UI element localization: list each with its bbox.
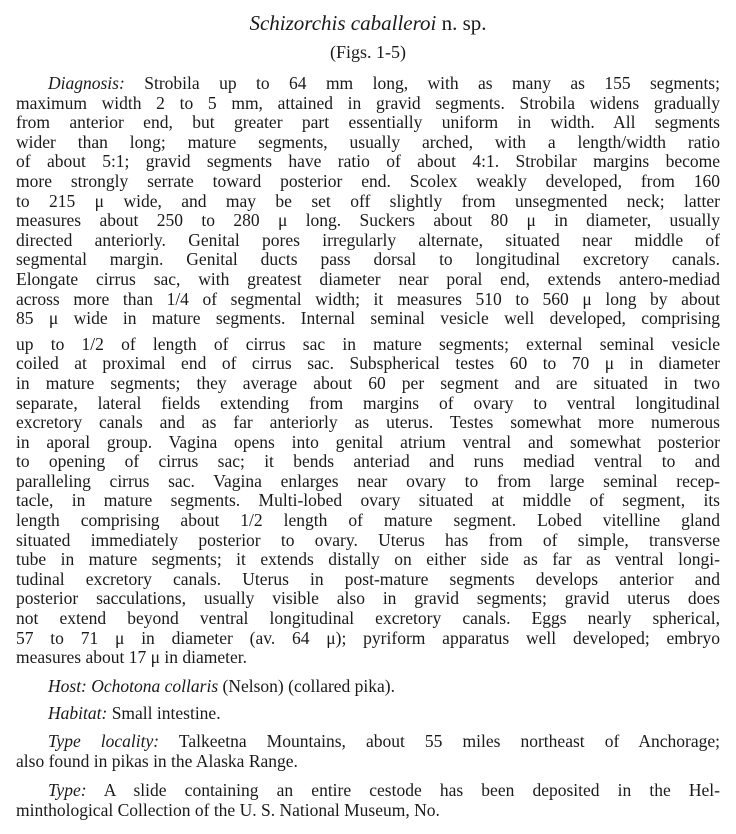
text-line [16,250,720,270]
paragraph-type-locality [16,732,720,771]
paragraph-host [16,677,720,697]
paragraph-label: Type: [48,780,87,800]
line-text: across more than 1/4 of segmental width; it measures 510 to 560 μ long by about [16,288,720,309]
line-text: situated immediately posterior to ovary. Uterus has from of simple, transverse [16,529,720,550]
paragraph-diagnosis [16,74,720,668]
text-line [16,732,720,752]
paragraph-label: Diagnosis: [48,73,125,93]
text-line [16,550,720,570]
line-text: tudinal excretory canals. Uterus in post-mature segments develops anterior and [16,568,720,589]
line-text: up to 1/2 of length of cirrus sac in mature segments; external seminal vesicle [16,333,720,354]
line-text: minthological Collection of the U. S. National Museum, No. [16,799,440,820]
line-text: excretory canals and as far anteriorly as uterus. Testes somewhat more numerous [16,412,720,433]
text-line [16,704,720,724]
line-text: segmental margin. Genital ducts pass dorsal to longitudinal excretory canals. [16,249,720,270]
paragraph-label: Habitat: [48,703,108,723]
line-text: wider than long; mature segments, usually arched, with a length/width ratio [16,131,720,152]
text-line [16,570,720,590]
text-line [16,133,720,153]
line-text: directed anteriorly. Genital pores irregularly alternate, situated near middle of [16,229,720,250]
text-line [16,394,720,414]
line-text: length comprising about 1/2 length of mature segment. Lobed vitelline gland [16,510,720,531]
paragraph-type [16,781,720,820]
text-line [16,589,720,609]
text-line [16,677,720,697]
line-text: of about 5:1; gravid segments have ratio of about 4:1. Strobilar margins become [16,151,720,172]
text-line [16,491,720,511]
text-line [16,413,720,433]
line-text: 57 to 71 μ in diameter (av. 64 μ); pyriform apparatus well developed; embryo [16,627,720,648]
line-text: Elongate cirrus sac, with greatest diameter near poral end, extends antero-mediad [16,268,720,289]
new-species-suffix: n. sp. [436,11,487,35]
text-line [16,335,720,355]
line-text: posterior sacculations, usually visible also in gravid segments; gravid uterus does [16,588,720,609]
text-line [16,172,720,192]
text-line [16,531,720,551]
text-line [16,94,720,114]
text-line [16,74,720,94]
species-name: Schizorchis caballeroi [249,11,437,35]
text-line [16,231,720,251]
text-line [16,609,720,629]
text-line [16,152,720,172]
figure-reference: (Figs. 1-5) [330,42,406,62]
line-text: measures about 17 μ in diameter. [16,647,247,668]
text-line [16,290,720,310]
paragraph-label: Type locality: [48,731,160,751]
text-line [16,211,720,231]
line-text: also found in pikas in the Alaska Range. [16,750,298,771]
text-line [16,752,720,772]
text-line [16,270,720,290]
text-line [16,374,720,394]
line-text: in mature segments; they average about 60 per segment and are situated in two [16,372,720,393]
line-text: maximum width 2 to 5 mm, attained in gravid segments. Strobila widens gradually [16,92,720,113]
text-line [16,354,720,374]
text-line [16,472,720,492]
line-text: in aporal group. Vagina opens into genital atrium ventral and somewhat posterior [16,431,720,452]
text-line [16,452,720,472]
paragraph-label: Host: [48,676,87,696]
line-text: tacle, in mature segments. Multi-lobed ovary situated at middle of segment, its [16,490,720,511]
line-text: measures about 250 to 280 μ long. Suckers about 80 μ in diameter, usually [16,210,720,231]
line-text: A slide containing an entire cestode has been deposited in the Hel- [86,780,720,800]
species-title [0,10,736,36]
line-text: Strobila up to 64 mm long, with as many as 155 segments; [124,73,720,93]
host-species-name: Ochotona collaris [86,676,219,696]
line-text: (Nelson) (collared pika). [218,676,396,696]
line-text: coiled at proximal end of cirrus sac. Subspherical testes 60 to 70 μ in diameter [16,353,720,374]
line-text: to opening of cirrus sac; it bends anteriad and runs mediad ventral to and [16,451,720,472]
text-line [16,433,720,453]
text-line [16,801,720,821]
text-line [16,309,720,329]
line-text: Talkeetna Mountains, about 55 miles northeast of Anchorage; [159,731,721,751]
line-text: tube in mature segments; it extends distally on either side as far as ventral longi- [16,549,720,570]
line-text: Small intestine. [107,703,221,723]
text-line [16,511,720,531]
line-text: to 215 μ wide, and may be set off slightly from unsegmented neck; latter [16,190,720,211]
line-text: separate, lateral fields extending from margins of ovary to ventral longitudinal [16,392,720,413]
line-text: paralleling cirrus sac. Vagina enlarges near ovary to from large seminal recep- [16,470,720,491]
paragraph-habitat [16,704,720,724]
text-line [16,781,720,801]
text-line [16,629,720,649]
line-text: from anterior end, but greater part essentially uniform in width. All segments [16,112,720,133]
text-line [16,192,720,212]
text-line [16,113,720,133]
line-text: 85 μ wide in mature segments. Internal seminal vesicle well developed, comprising [16,308,720,329]
line-text: not extend beyond ventral longitudinal excretory canals. Eggs nearly spherical, [16,608,720,629]
text-line [16,648,720,668]
line-text: more strongly serrate toward posterior end. Scolex weakly developed, from 160 [16,170,720,191]
